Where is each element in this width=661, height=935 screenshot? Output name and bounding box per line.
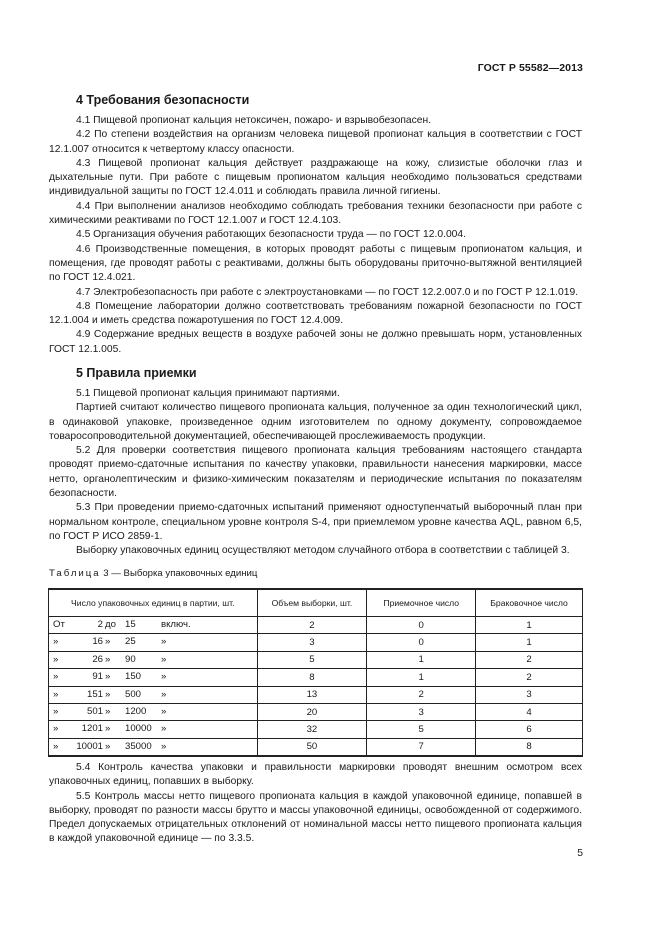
range-from: 16 [92, 636, 103, 648]
rejection-number-cell: 3 [476, 686, 583, 703]
header-acceptance-number: Приемочное число [367, 589, 476, 617]
range-to-word: » [105, 740, 111, 752]
sample-size-cell: 32 [257, 721, 367, 738]
range-to-word: » [105, 671, 111, 683]
range-to-word: » [105, 636, 111, 648]
range-prefix: » [53, 636, 59, 648]
range-from: 91 [92, 671, 103, 683]
rejection-number-cell: 2 [476, 651, 583, 668]
rejection-number-cell: 1 [476, 617, 583, 634]
paragraph-5-2: 5.2 Для проверки соответствия пищевого пропионата кальция требованиям настоящего стандарта проводят приемо-сдаточные испытания по качеству упаковки, правильности нанесения маркировки, массе нетто, органолептическим и физико-химическим показателям и периодические испытания по показателям безопасности. [49, 445, 582, 500]
paragraph-4-2: 4.2 По степени воздействия на организм человека пищевой пропионат кальция в соответствии с ГОСТ 12.1.007 относится к четвертому классу опасности. [49, 129, 582, 155]
paragraph-5-1: 5.1 Пищевой пропионат кальция принимают партиями. [76, 388, 340, 399]
range-inclusive: » [161, 636, 167, 648]
document-header: ГОСТ Р 55582—2013 [477, 62, 583, 74]
range-from: 10001 [76, 740, 103, 752]
table-row [49, 721, 583, 738]
paragraph-4-8: 4.8 Помещение лаборатории должно соответствовать требованиям пожарной безопасности по ГОСТ 12.1.004 и иметь средства пожаротушения по ГОСТ 12.4.009. [49, 300, 582, 327]
section-5-title: 5 Правила приемки [76, 366, 197, 380]
sample-size-cell: 20 [257, 703, 367, 720]
table-row [49, 703, 583, 720]
sample-size-table [48, 588, 583, 757]
range-to: 15 [125, 619, 136, 630]
range-inclusive: включ. [161, 619, 191, 630]
lot-size-range [49, 686, 258, 703]
lot-size-range [49, 617, 258, 634]
rejection-number-cell: 4 [476, 703, 583, 720]
sample-size-cell: 8 [257, 669, 367, 686]
range-to-word: » [105, 653, 111, 665]
paragraph-4-1: 4.1 Пищевой пропионат кальция нетоксичен, пожаро- и взрывобезопасен. [76, 115, 432, 126]
paragraph-4-3: 4.3 Пищевой пропионат кальция действует раздражающе на кожу, слизистые оболочки глаз и дыхательные пути. При работе с пищевым пропионатом кальция необходимо пользоваться средствами индивидуальной защиты по ГОСТ 12.4.011 и соблюдать правила личной гигиены. [49, 157, 582, 198]
range-to: 150 [125, 671, 142, 683]
table-header-row [49, 589, 583, 617]
rejection-number-cell: 1 [476, 634, 583, 651]
lot-size-range [49, 721, 258, 738]
range-to: 1200 [125, 705, 147, 717]
rejection-number-cell: 6 [476, 721, 583, 738]
acceptance-number-cell: 1 [367, 669, 476, 686]
lot-size-range [49, 651, 258, 668]
acceptance-number-cell: 3 [367, 703, 476, 720]
range-from: 26 [92, 653, 103, 665]
acceptance-number-cell: 1 [367, 651, 476, 668]
range-to: 35000 [125, 740, 152, 752]
range-from: 501 [86, 705, 103, 717]
lot-size-range [49, 634, 258, 651]
table-row [49, 738, 583, 756]
acceptance-number-cell: 2 [367, 686, 476, 703]
section-4-title: 4 Требования безопасности [76, 93, 250, 107]
range-to-word: до [105, 619, 116, 630]
header-lot-size: Число упаковочных единиц в партии, шт. [49, 589, 258, 617]
acceptance-number-cell: 7 [367, 738, 476, 756]
rejection-number-cell: 8 [476, 738, 583, 756]
range-from: 2 [97, 619, 103, 630]
paragraph-4-5: 4.5 Организация обучения работающих безопасности труда — по ГОСТ 12.0.004. [76, 229, 466, 241]
page-number: 5 [577, 848, 583, 859]
table-row [49, 686, 583, 703]
range-to-word: » [105, 723, 111, 735]
range-prefix: » [53, 740, 59, 752]
paragraph-4-4: 4.4 При выполнении анализов необходимо соблюдать требования техники безопасности при работе с химическими реактивами по ГОСТ 12.1.007 и ГОСТ 12.4.103. [49, 200, 582, 227]
range-inclusive: » [161, 688, 167, 700]
range-prefix: От [53, 619, 65, 630]
paragraph-4-6: 4.6 Производственные помещения, в которых проводят работы с пищевым пропионатом кальция, и помещения, где проводят работы с реактивами, должны быть оборудованы приточно-вытяжной вентиляцией по ГОСТ 12.4.021. [49, 243, 582, 284]
paragraph-5-1-batch: Партией считают количество пищевого пропионата кальция, полученное за один технологический цикл, в одинаковой упаковке, произведенное одним изготовителем по одному документу, сопровождаемое товаросопроводительной документацией, обеспечивающей прослеживаемость продукции. [49, 402, 582, 442]
header-rejection-number: Браковочное число [476, 589, 583, 617]
table-caption [49, 568, 257, 579]
range-inclusive: » [161, 705, 167, 717]
table-row [49, 669, 583, 686]
range-prefix: » [53, 688, 59, 700]
sample-size-cell: 3 [257, 634, 367, 651]
lot-size-range [49, 703, 258, 720]
table-caption-word: Таблица [49, 568, 101, 579]
range-to: 90 [125, 653, 136, 665]
section-5-body-continued [49, 761, 582, 847]
sample-size-cell: 13 [257, 686, 367, 703]
table-row [49, 634, 583, 651]
range-inclusive: » [161, 723, 167, 735]
table-row [49, 651, 583, 668]
paragraph-5-4: 5.4 Контроль качества упаковки и правильности маркировки проводят внешним осмотром всех упаковочных единиц, попавших в выборку. [49, 762, 582, 788]
sample-size-cell: 50 [257, 738, 367, 756]
acceptance-number-cell: 0 [367, 617, 476, 634]
sample-size-cell: 2 [257, 617, 367, 634]
paragraph-4-7: 4.7 Электробезопасность при работе с электроустановками — по ГОСТ 12.2.007.0 и по ГОСТ Р 12.1.019. [76, 286, 579, 298]
table-caption-text: 3 — Выборка упаковочных единиц [100, 568, 258, 579]
range-from: 1201 [81, 723, 103, 735]
paragraph-4-9: 4.9 Содержание вредных веществ в воздухе рабочей зоны не должно превышать норм, установленных ГОСТ 12.1.005. [49, 329, 582, 355]
rejection-number-cell: 2 [476, 669, 583, 686]
acceptance-number-cell: 0 [367, 634, 476, 651]
range-inclusive: » [161, 653, 167, 665]
range-inclusive: » [161, 671, 167, 683]
range-prefix: » [53, 705, 59, 717]
range-to: 25 [125, 636, 136, 648]
acceptance-number-cell: 5 [367, 721, 476, 738]
section-4-body [49, 114, 582, 357]
range-prefix: » [53, 723, 59, 735]
range-to-word: » [105, 688, 111, 700]
range-to: 500 [125, 688, 142, 700]
lot-size-range [49, 669, 258, 686]
range-from: 151 [86, 688, 103, 700]
range-inclusive: » [161, 740, 167, 752]
range-to: 10000 [125, 723, 152, 735]
paragraph-5-3-sampling: Выборку упаковочных единиц осуществляют методом случайного отбора в соответствии с таблицей 3. [76, 545, 570, 557]
range-to-word: » [105, 705, 111, 717]
lot-size-range [49, 738, 258, 756]
paragraph-5-5: 5.5 Контроль массы нетто пищевого пропионата кальция в каждой упаковочной единице, попавшей в выборку, проводят по разности массы брутто и массы упаковочной единицы, освобожденной от содержимого. Предел допускаемых отрицательных отклонений от номинальной массы нетто пищевого пропионата кальция в каждой упаковочной единице — по 3.3.5. [49, 790, 582, 845]
table-row [49, 617, 583, 634]
sample-size-cell: 5 [257, 651, 367, 668]
range-prefix: » [53, 671, 59, 683]
paragraph-5-3: 5.3 При проведении приемо-сдаточных испытаний применяют одноступенчатый выборочный план при нормальном контроле, специальном уровне контроля S-4, при приемлемом уровне качества AQL, равном 6,5, по ГОСТ Р ИСО 2859-1. [49, 502, 582, 542]
range-prefix: » [53, 653, 59, 665]
section-5-body [49, 387, 582, 559]
header-sample-size: Объем выборки, шт. [257, 589, 367, 617]
